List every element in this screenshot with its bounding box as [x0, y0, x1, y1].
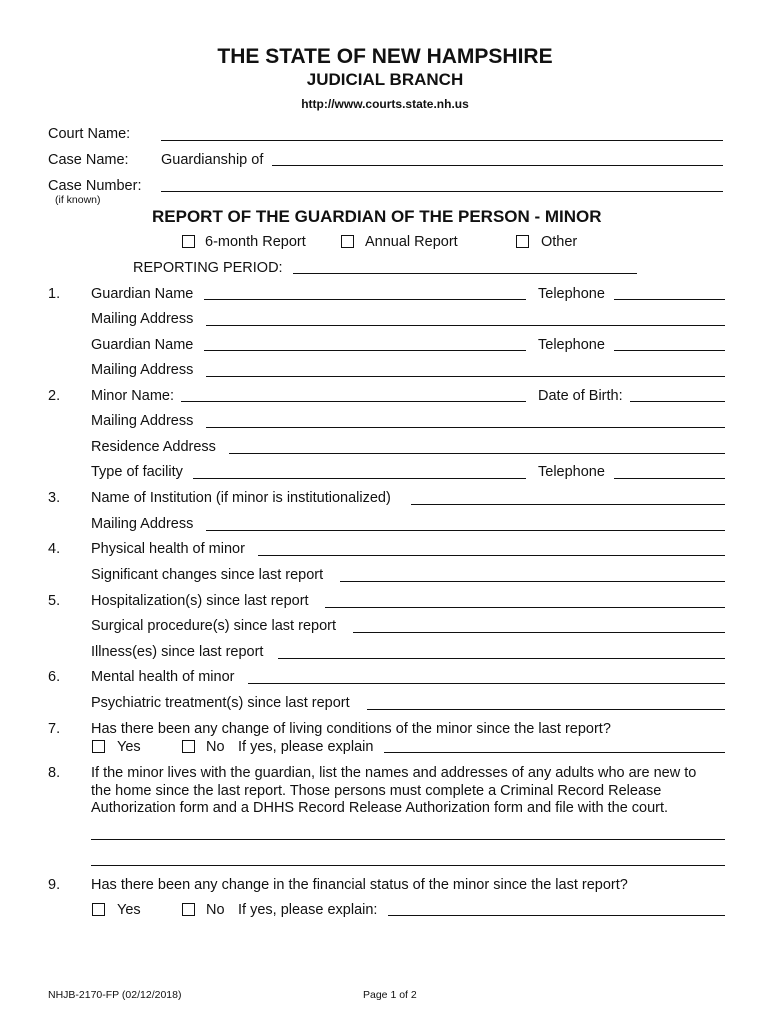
case-name-field[interactable] [272, 165, 723, 166]
institution-name-label: Name of Institution (if minor is institutionalized) [91, 490, 391, 506]
mailing-address-label-1: Mailing Address [91, 311, 194, 327]
item-number-8: 8. [48, 765, 61, 781]
item-number-9: 9. [48, 877, 61, 893]
institution-mailing-address-field[interactable] [206, 530, 725, 531]
question-7-text: Has there been any change of living conditions of the minor since the last report? [91, 721, 611, 737]
q7-explain-label: If yes, please explain [238, 739, 374, 755]
item-number-3: 3. [48, 490, 61, 506]
q9-no-label: No [206, 902, 225, 918]
hospitalizations-field[interactable] [325, 607, 725, 608]
q7-no-checkbox[interactable] [182, 740, 195, 753]
guardian-name-label-1: Guardian Name [91, 286, 194, 302]
form-id: NHJB-2170-FP (02/12/2018) [48, 989, 182, 1001]
question-8-line-1: If the minor lives with the guardian, list the names and addresses of any adults who are new to [91, 765, 697, 781]
question-9-text: Has there been any change in the financial status of the minor since the last report? [91, 877, 628, 893]
q7-no-label: No [206, 739, 225, 755]
q7-yes-label: Yes [117, 739, 141, 755]
question-8-line-3: Authorization form and a DHHS Record Release Authorization form and file with the court. [91, 800, 669, 816]
guardian-name-field-1[interactable] [204, 299, 526, 300]
telephone-label-3: Telephone [538, 464, 605, 480]
other-checkbox[interactable] [516, 235, 529, 248]
item-number-6: 6. [48, 669, 61, 685]
court-name-field[interactable] [161, 140, 723, 141]
q9-yes-label: Yes [117, 902, 141, 918]
guardian-name-label-2: Guardian Name [91, 337, 194, 353]
case-number-label: Case Number: [48, 178, 142, 194]
telephone-field-1[interactable] [614, 299, 725, 300]
annual-checkbox[interactable] [341, 235, 354, 248]
page-number: Page 1 of 2 [363, 989, 417, 1001]
significant-changes-label: Significant changes since last report [91, 567, 324, 583]
state-heading: THE STATE OF NEW HAMPSHIRE [217, 45, 553, 68]
report-title: REPORT OF THE GUARDIAN OF THE PERSON - MINOR [152, 207, 602, 226]
mental-health-field[interactable] [248, 683, 725, 684]
physical-health-label: Physical health of minor [91, 541, 245, 557]
physical-health-field[interactable] [258, 555, 725, 556]
q7-explain-field[interactable] [384, 752, 725, 753]
branch-heading: JUDICIAL BRANCH [306, 70, 464, 89]
mailing-address-label-2: Mailing Address [91, 362, 194, 378]
question-8-line-2: the home since the last report. Those persons must complete a Criminal Record Release [91, 783, 662, 799]
illness-field[interactable] [278, 658, 725, 659]
residence-address-field[interactable] [229, 453, 725, 454]
q9-yes-checkbox[interactable] [92, 903, 105, 916]
case-name-label: Case Name: [48, 152, 129, 168]
item-number-7: 7. [48, 721, 61, 737]
type-of-facility-label: Type of facility [91, 464, 183, 480]
item-number-5: 5. [48, 593, 61, 609]
mental-health-label: Mental health of minor [91, 669, 235, 685]
mailing-address-field-1[interactable] [206, 325, 725, 326]
hospitalizations-label: Hospitalization(s) since last report [91, 593, 309, 609]
surgical-field[interactable] [353, 632, 725, 633]
mailing-address-field-2[interactable] [206, 376, 725, 377]
minor-name-label: Minor Name: [91, 388, 174, 404]
item-number-2: 2. [48, 388, 61, 404]
significant-changes-field[interactable] [340, 581, 725, 582]
telephone-field-3[interactable] [614, 478, 725, 479]
reporting-period-field[interactable] [293, 273, 637, 274]
minor-name-field[interactable] [181, 401, 526, 402]
telephone-field-2[interactable] [614, 350, 725, 351]
telephone-label-2: Telephone [538, 337, 605, 353]
psychiatric-label: Psychiatric treatment(s) since last report [91, 695, 350, 711]
q9-explain-label: If yes, please explain: [238, 902, 378, 918]
psychiatric-field[interactable] [367, 709, 725, 710]
court-url: http://www.courts.state.nh.us [301, 97, 469, 111]
guardianship-of-text: Guardianship of [161, 152, 264, 168]
six-month-checkbox[interactable] [182, 235, 195, 248]
q8-answer-line-2[interactable] [91, 865, 725, 866]
item-number-4: 4. [48, 541, 61, 557]
surgical-label: Surgical procedure(s) since last report [91, 618, 336, 634]
illness-label: Illness(es) since last report [91, 644, 264, 660]
annual-label: Annual Report [365, 234, 458, 250]
court-name-label: Court Name: [48, 126, 131, 142]
telephone-label-1: Telephone [538, 286, 605, 302]
guardian-name-field-2[interactable] [204, 350, 526, 351]
other-label: Other [541, 234, 578, 250]
if-known-note: (if known) [55, 194, 101, 206]
six-month-label: 6-month Report [205, 234, 306, 250]
type-of-facility-field[interactable] [193, 478, 526, 479]
q7-yes-checkbox[interactable] [92, 740, 105, 753]
institution-name-field[interactable] [411, 504, 725, 505]
residence-address-label: Residence Address [91, 439, 216, 455]
q9-no-checkbox[interactable] [182, 903, 195, 916]
item-number-1: 1. [48, 286, 61, 302]
case-number-field[interactable] [161, 191, 723, 192]
minor-mailing-address-label: Mailing Address [91, 413, 194, 429]
date-of-birth-field[interactable] [630, 401, 725, 402]
reporting-period-label: REPORTING PERIOD: [133, 260, 283, 276]
minor-mailing-address-field[interactable] [206, 427, 725, 428]
q8-answer-line-1[interactable] [91, 839, 725, 840]
date-of-birth-label: Date of Birth: [538, 388, 623, 404]
institution-mailing-address-label: Mailing Address [91, 516, 194, 532]
q9-explain-field[interactable] [388, 915, 725, 916]
